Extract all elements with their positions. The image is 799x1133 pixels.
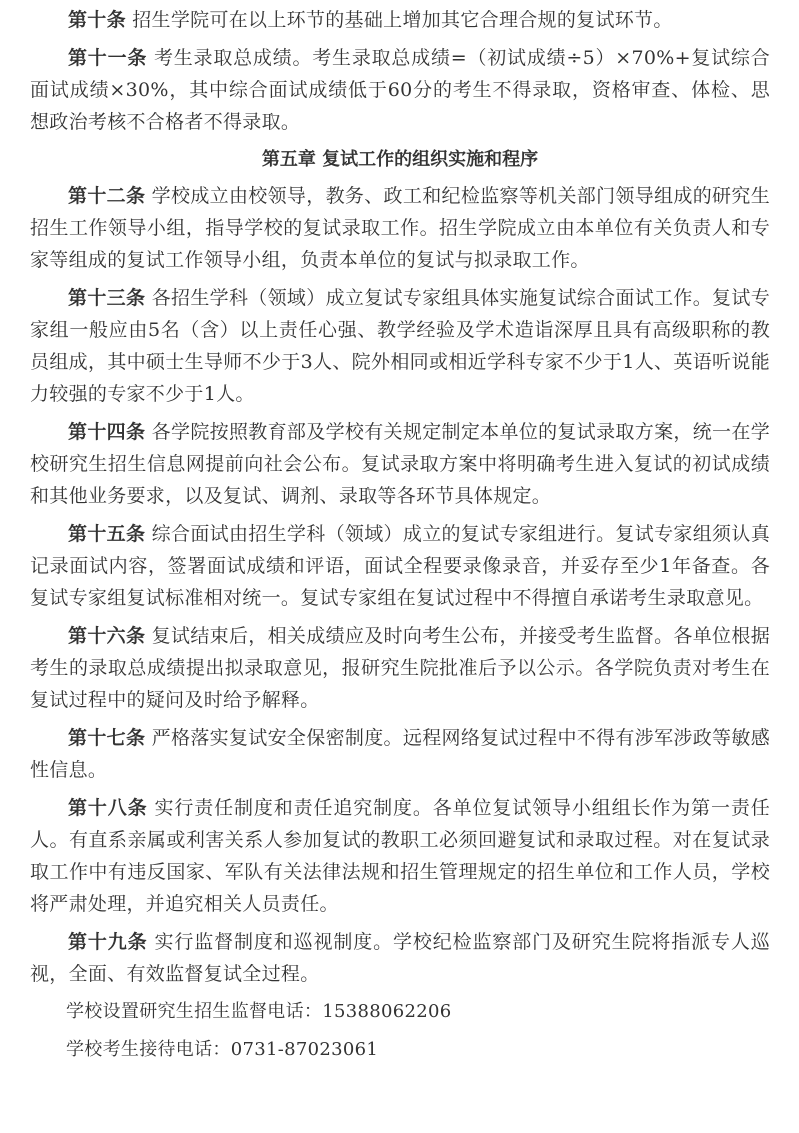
article-text: 严格落实复试安全保密制度。远程网络复试过程中不得有涉军涉政等敏感性信息。 (30, 727, 770, 781)
article-text: 综合面试由招生学科（领域）成立的复试专家组进行。复试专家组须认真记录面试内容，签署面试成绩和评语，面试全程要录像录音，并妥存至少1年备查。各复试专家组复试标准相对统一。复试专家组在复试过程中不得擅自承诺考生录取意见。 (30, 523, 770, 609)
article-text: 实行监督制度和巡视制度。学校纪检监察部门及研究生院将指派专人巡视，全面、有效监督复试全过程。 (30, 931, 771, 985)
article-label: 第十一条 (68, 47, 148, 69)
article-label: 第十三条 (68, 287, 146, 309)
article-text: 复试结束后，相关成绩应及时向考生公布，并接受考生监督。各单位根据考生的录取总成绩提出拟录取意见，报研究生院批准后予以公示。各学院负责对考生在复试过程中的疑问及时给予解释。 (30, 625, 770, 711)
article-text: 考生录取总成绩。考生录取总成绩=（初试成绩÷5）×70%+复试综合面试成绩×30%，其中综合面试成绩低于60分的考生不得录取，资格审查、体检、思想政治考核不合格者不得录取。 (30, 47, 771, 133)
document-body (30, 4, 770, 1066)
article-14 (30, 416, 770, 512)
article-18 (30, 792, 770, 920)
article-text: 各招生学科（领域）成立复试专家组具体实施复试综合面试工作。复试专家组一般应由5名（含）以上责任心强、教学经验及学术造诣深厚且具有高级职称的教员组成，其中硕士生导师不少于3人、院外相同或相近学科专家不少于1人、英语听说能力较强的专家不少于1人。 (30, 287, 770, 405)
article-label: 第十二条 (68, 185, 146, 207)
article-11 (30, 42, 770, 138)
article-label: 第十九条 (68, 931, 148, 953)
supervision-phone: 学校设置研究生招生监督电话：15388062206 (66, 1001, 452, 1022)
article-text: 各学院按照教育部及学校有关规定制定本单位的复试录取方案，统一在学校研究生招生信息网提前向社会公布。复试录取方案中将明确考生进入复试的初试成绩和其他业务要求，以及复试、调剂、录取等各环节具体规定。 (30, 421, 770, 507)
article-label: 第十五条 (68, 523, 146, 545)
article-10 (30, 4, 770, 36)
chapter-title: 第五章 复试工作的组织实施和程序 (261, 149, 539, 170)
article-label: 第十八条 (68, 797, 148, 819)
article-label: 第十条 (68, 9, 126, 31)
article-label: 第十六条 (68, 625, 146, 647)
article-text: 招生学院可在以上环节的基础上增加其它合理合规的复试环节。 (132, 9, 673, 31)
article-text: 实行责任制度和责任追究制度。各单位复试领导小组组长作为第一责任人。有直系亲属或利害关系人参加复试的教职工必须回避复试和录取过程。对在复试录取工作中有违反国家、军队有关法律法规和招生管理规定的招生单位和工作人员，学校将严肃处理，并追究相关人员责任。 (30, 797, 771, 915)
article-19 (30, 926, 770, 990)
reception-phone: 学校考生接待电话：0731-87023061 (66, 1039, 379, 1060)
article-15 (30, 518, 770, 614)
article-label: 第十七条 (68, 727, 146, 749)
article-text: 学校成立由校领导，教务、政工和纪检监察等机关部门领导组成的研究生招生工作领导小组，指导学校的复试录取工作。招生学院成立由本单位有关负责人和专家等组成的复试工作领导小组，负责本单位的复试与拟录取工作。 (30, 185, 770, 271)
article-label: 第十四条 (68, 421, 146, 443)
article-12 (30, 180, 770, 276)
article-13 (30, 282, 770, 410)
article-17 (30, 722, 770, 786)
article-16 (30, 620, 770, 716)
